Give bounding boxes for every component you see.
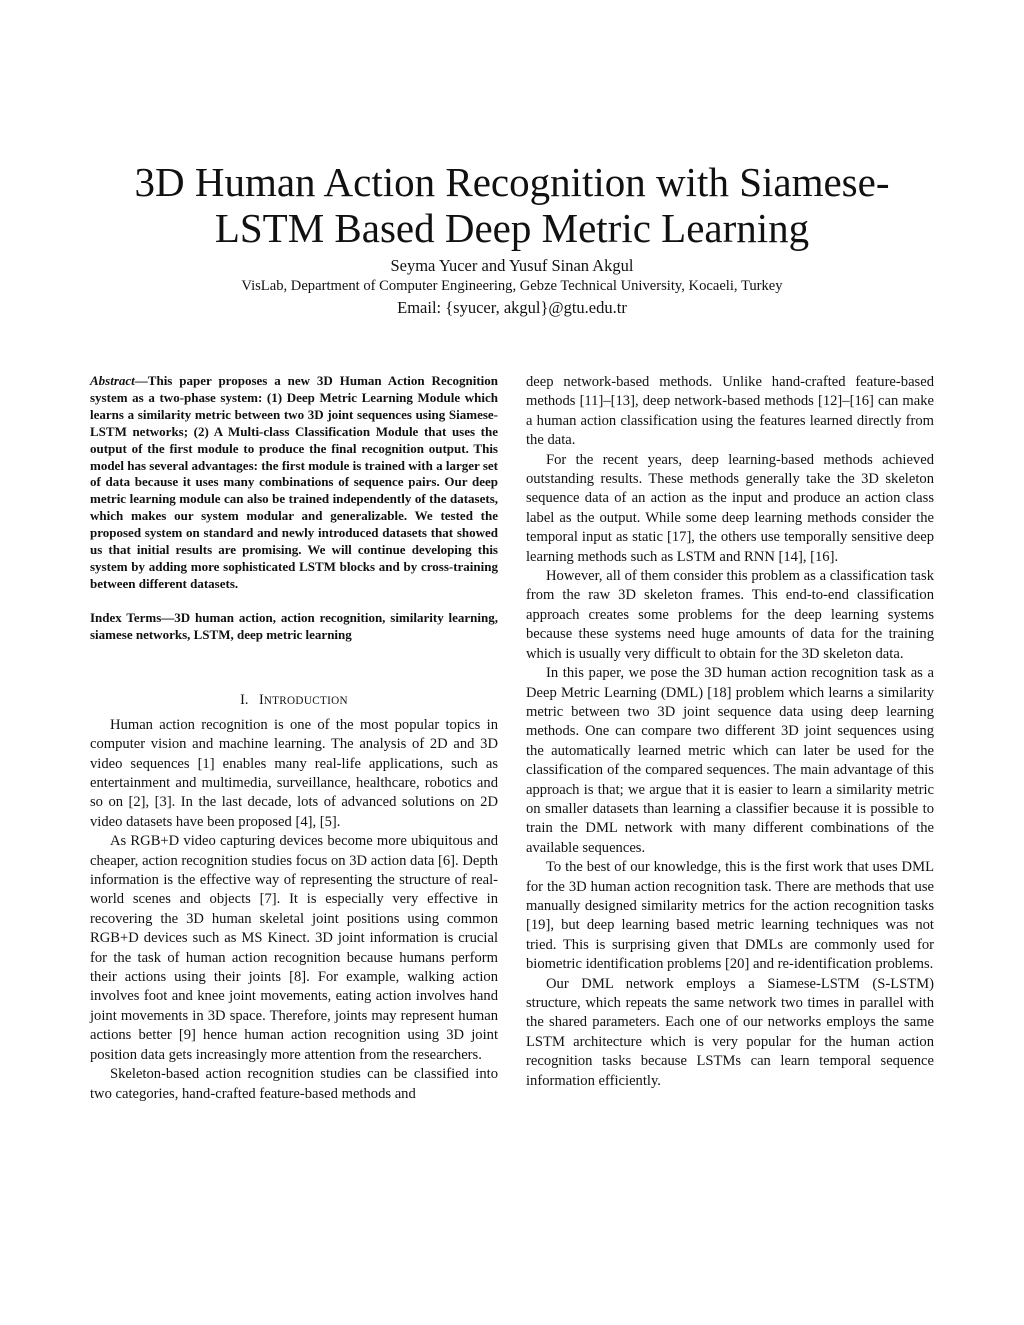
section-title-rest: NTRODUCTION <box>263 694 348 707</box>
left-column <box>90 373 498 1104</box>
email: Email: {syucer, akgul}@gtu.edu.tr <box>397 298 627 317</box>
introduction-left-text <box>90 716 498 1104</box>
paragraph: Skeleton-based action recognition studies can be classified into two categories, hand-crafted feature-based methods and <box>90 1066 498 1102</box>
index-terms-label: Index Terms— <box>90 609 175 625</box>
paragraph: Human action recognition is one of the most popular topics in computer vision and machine learning. The analysis of 2D and 3D video sequences [1] enables many real-life applications, such as entertainment and multimedia, surveillance, healthcare, robotics and so on [2], [3]. In the last decade, lots of advanced solutions on 2D video datasets have been proposed [4], [5]. <box>90 716 498 830</box>
paragraph: Our DML network employs a Siamese-LSTM (S-LSTM) structure, which repeats the same network two times in parallel with the shared parameters. Each one of our networks employs the same LSTM architecture which is very popular for the human action recognition tasks because LSTMs can learn temporal sequence information efficiently. <box>526 975 934 1089</box>
abstract-label: Abstract <box>90 373 135 388</box>
paper-title <box>60 159 964 251</box>
title-line-1: 3D Human Action Recognition with Siamese- <box>134 159 890 206</box>
author-block <box>60 255 964 318</box>
introduction-right-text <box>526 373 934 1091</box>
paragraph: However, all of them consider this problem as a classification task from the raw 3D skeleton frames. This end-to-end classification approach creates some problems for the deep learning systems because these systems need huge amounts of data for the training which is usually very difficult to obtain for the 3D skeleton data. <box>526 568 934 662</box>
paragraph: To the best of our knowledge, this is the first work that uses DML for the 3D human action recognition task. There are methods that use manually designed similarity metrics for the action recognition tasks [19], but deep learning based metric learning techniques was not tried. This is surprising given that DMLs are commonly used for biometric identification problems [20] and re-identification problems. <box>526 859 934 973</box>
abstract <box>90 373 498 593</box>
affiliation: VisLab, Department of Computer Engineering, Gebze Technical University, Kocaeli, Turkey <box>241 278 783 294</box>
right-column <box>526 373 934 1091</box>
section-heading-introduction <box>90 691 498 710</box>
section-number: I. <box>240 691 249 708</box>
author-names: Seyma Yucer and Yusuf Sinan Akgul <box>390 256 634 275</box>
section-title-initial: I <box>259 691 264 708</box>
index-terms-text: 3D human action, action recognition, similarity learning, siamese networks, LSTM, deep metric learning <box>90 609 498 642</box>
paragraph: As RGB+D video capturing devices become more ubiquitous and cheaper, action recognition studies focus on 3D action data [6]. Depth information is the effective way of representing the structure of real-world scenes and objects [7]. It is especially very effective in recovering the 3D human skeletal joint positions using common RGB+D devices such as MS Kinect. 3D joint information is crucial for the task of human action recognition because humans perform their actions using their joints [8]. For example, walking action involves foot and knee joint movements, eating action involves hand joint movements in 3D space. Therefore, joints may represent human actions better [9] hence human action recognition using 3D joint position data gets increasingly more attention from the researchers. <box>90 833 498 1063</box>
paragraph: deep network-based methods. Unlike hand-crafted feature-based methods [11]–[13], deep network-based methods [12]–[16] can make a human action classification using the features learned directly from the data. <box>526 374 934 449</box>
paragraph: In this paper, we pose the 3D human action recognition task as a Deep Metric Learning (DML) [18] problem which learns a similarity metric between two 3D joint sequence data using deep learning methods. One can compare two different 3D joint sequences using the automatically learned metric which can later be used for the classification of the compared sequences. The main advantage of this approach is that; we argue that it is easier to learn a similarity metric on smaller datasets than learning a classifier because it is possible to train the DML network with many different combinations of the available sequences. <box>526 665 934 856</box>
abstract-dash: — <box>134 373 148 388</box>
abstract-text: This paper proposes a new 3D Human Action Recognition system as a two-phase system: (1) Deep Metric Learning Module which learns a similarity metric between two 3D joint sequences using Siamese-LSTM networks; (2) A Multi-class Classification Module that uses the output of the first module to produce the final recognition output. This model has several advantages: the first module is trained with a larger set of data because it uses many combinations of sequence pairs. Our deep metric learning module can also be trained independently of the datasets, which makes our system modular and generalizable. We tested the proposed system on standard and newly introduced datasets that showed us that initial results are promising. We will continue developing this system by adding more sophisticated LSTM blocks and by cross-training between different datasets. <box>90 373 498 591</box>
title-line-2: LSTM Based Deep Metric Learning <box>214 205 810 252</box>
index-terms <box>90 609 498 643</box>
paragraph: For the recent years, deep learning-based methods achieved outstanding results. These methods generally take the 3D skeleton sequence data of an action as the input and produce an action class label as the output. While some deep learning methods consider the temporal input as static [17], the others use temporally sensitive deep learning methods such as LSTM and RNN [14], [16]. <box>526 451 934 565</box>
